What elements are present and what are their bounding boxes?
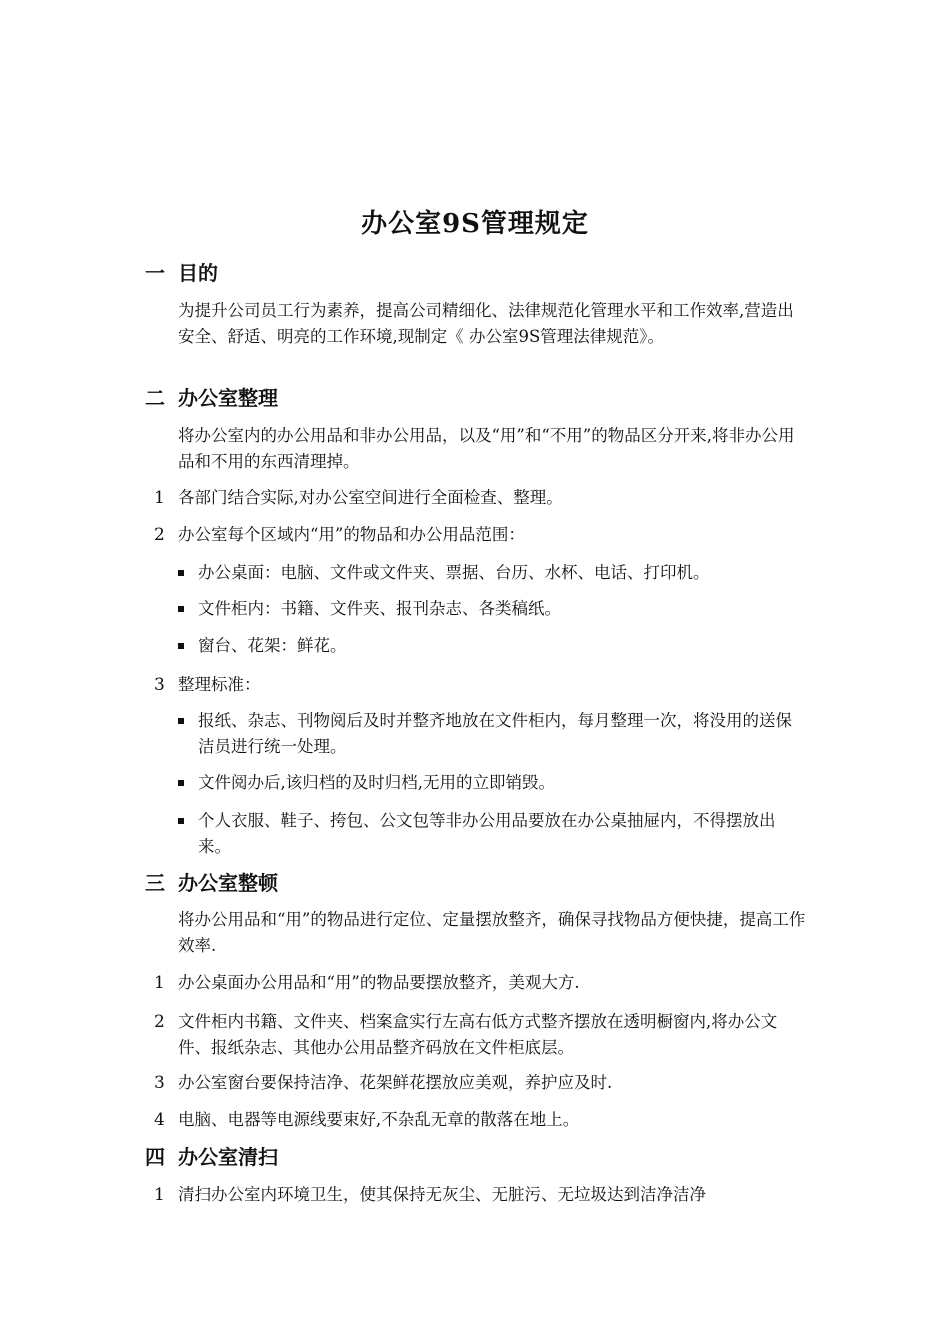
item-number: 3 bbox=[154, 675, 165, 695]
bullet-text: 文件阅办后,该归档的及时归档,无用的立即销毁。 bbox=[198, 773, 555, 792]
item-number: 1 bbox=[154, 488, 165, 508]
section-heading-2 bbox=[145, 383, 278, 413]
document-title: 办公室9S管理规定 bbox=[361, 209, 589, 239]
item-text: 办公室窗台要保持洁净、花架鲜花摆放应美观，养护应及时. bbox=[178, 1073, 613, 1092]
bullet-square-icon bbox=[178, 606, 184, 612]
item-text: 文件柜内书籍、文件夹、档案盒实行左高右低方式整齐摆放在透明橱窗内,将办公文件、报纸杂志、其他办公用品整齐码放在文件柜底层。 bbox=[178, 1012, 778, 1057]
bullet-item bbox=[178, 708, 806, 760]
bullet-text: 办公桌面：电脑、文件或文件夹、票据、台历、水杯、电话、打印机。 bbox=[198, 563, 710, 582]
section-title: 办公室整顿 bbox=[178, 871, 278, 895]
section-heading-4 bbox=[145, 1142, 278, 1172]
item-text: 各部门结合实际,对办公室空间进行全面检查、整理。 bbox=[178, 488, 563, 507]
item-number: 4 bbox=[154, 1110, 165, 1130]
section-title: 办公室清扫 bbox=[178, 1145, 278, 1169]
bullet-square-icon bbox=[178, 643, 184, 649]
bullet-square-icon bbox=[178, 718, 184, 724]
item-text: 整理标准： bbox=[178, 675, 261, 694]
bullet-text: 报纸、杂志、刊物阅后及时并整齐地放在文件柜内，每月整理一次，将没用的送保洁员进行统一处理。 bbox=[198, 711, 792, 756]
section-heading-3 bbox=[145, 868, 278, 898]
section-number: 三 bbox=[145, 871, 165, 895]
section-number: 二 bbox=[145, 386, 165, 410]
list-item bbox=[145, 1009, 806, 1061]
item-text: 电脑、电器等电源线要束好,不杂乱无章的散落在地上。 bbox=[178, 1110, 580, 1129]
bullet-text: 个人衣服、鞋子、挎包、公文包等非办公用品要放在办公桌抽屉内，不得摆放出来。 bbox=[198, 811, 776, 856]
item-number: 3 bbox=[154, 1073, 165, 1093]
section-heading-1 bbox=[145, 258, 218, 288]
item-text: 办公室每个区域内“用”的物品和办公用品范围： bbox=[178, 525, 525, 544]
bullet-square-icon bbox=[178, 570, 184, 576]
bullet-item bbox=[178, 808, 806, 860]
section-number: 四 bbox=[145, 1145, 165, 1169]
bullet-text: 窗台、花架：鲜花。 bbox=[198, 636, 347, 655]
bullet-square-icon bbox=[178, 818, 184, 824]
bullet-square-icon bbox=[178, 780, 184, 786]
item-number: 2 bbox=[154, 1012, 165, 1032]
item-number: 1 bbox=[154, 1185, 165, 1205]
section-paragraph-3: 将办公用品和“用”的物品进行定位、定量摆放整齐，确保寻找物品方便快捷，提高工作效率. bbox=[178, 910, 806, 955]
item-number: 1 bbox=[154, 973, 165, 993]
bullet-text: 文件柜内：书籍、文件夹、报刊杂志、各类稿纸。 bbox=[198, 599, 561, 618]
item-number: 2 bbox=[154, 525, 165, 545]
section-paragraph-1: 为提升公司员工行为素养，提高公司精细化、法律规范化管理水平和工作效率,营造出安全、舒适、明亮的工作环境,现制定《 办公室9S管理法律规范》。 bbox=[178, 301, 794, 346]
section-number: 一 bbox=[145, 261, 165, 285]
section-title: 目的 bbox=[178, 261, 218, 285]
item-text: 清扫办公室内环境卫生，使其保持无灰尘、无脏污、无垃圾达到洁净洁净 bbox=[178, 1185, 706, 1204]
section-paragraph-2: 将办公室内的办公用品和非办公用品，以及“用”和“不用”的物品区分开来,将非办公用品和不用的东西清理掉。 bbox=[178, 426, 795, 471]
section-title: 办公室整理 bbox=[178, 386, 278, 410]
item-text: 办公桌面办公用品和“用”的物品要摆放整齐，美观大方. bbox=[178, 973, 580, 992]
